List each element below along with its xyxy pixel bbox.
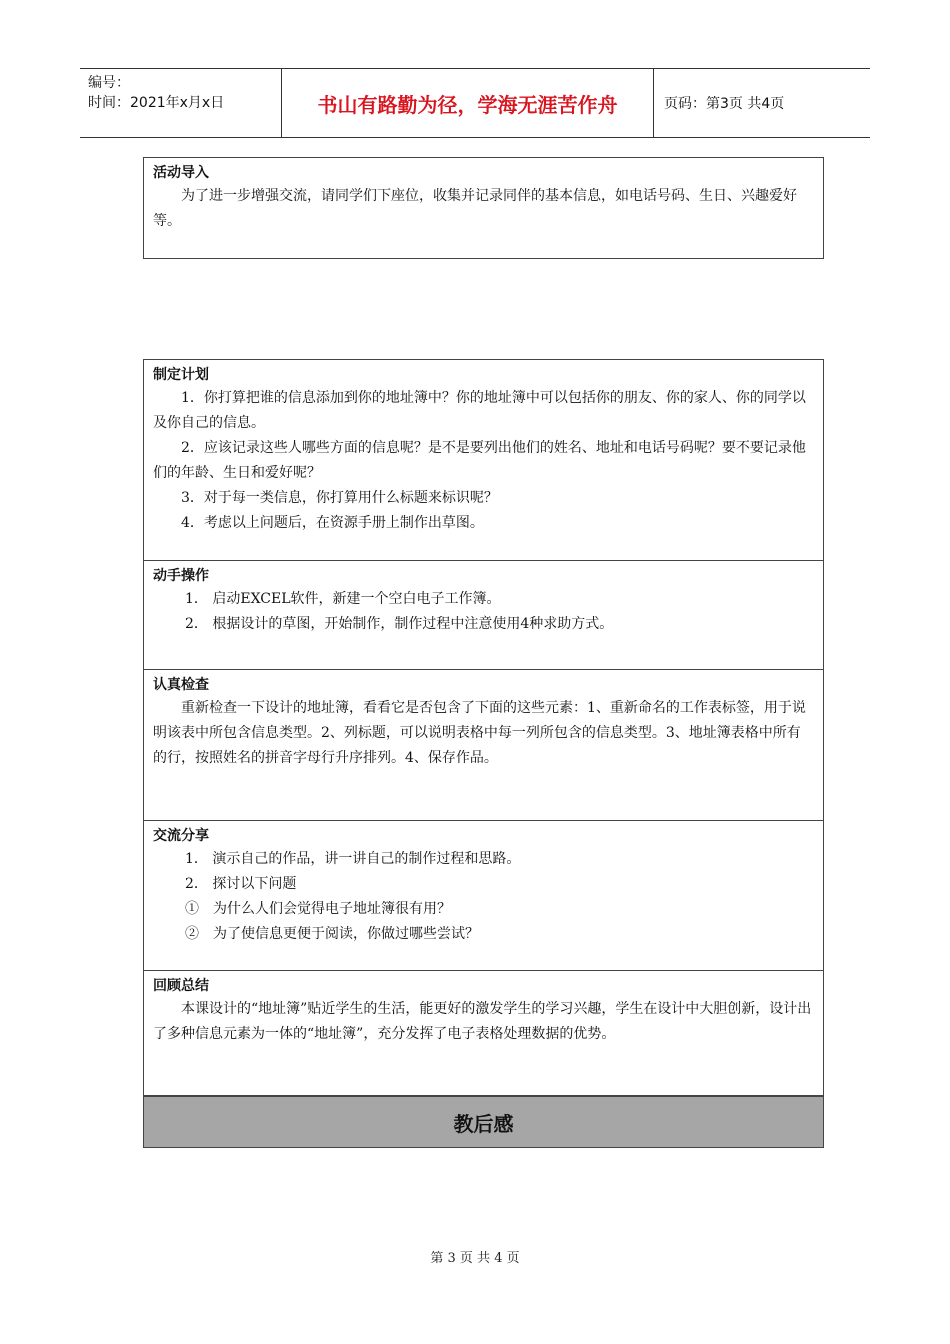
list-item: 4．考虑以上问题后，在资源手册上制作出草图。 [181,515,484,531]
question-item: ① 为什么人们会觉得电子地址簿很有用？ [185,901,451,917]
review-section [144,971,823,1096]
header-page-info: 页码：第3页 共4页 [664,96,785,112]
activity-intro-section [144,158,823,258]
section-title: 活动导入 [153,165,209,181]
list-item: 1．你打算把谁的信息添加到你的地址簿中？你的地址簿中可以包括你的朋友、你的家人、你的同学以及你自己的信息。 [153,390,806,431]
section-title: 认真检查 [153,677,209,693]
question-item: ② 为了使信息更便于阅读，你做过哪些尝试？ [185,926,479,942]
section-text: 为了进一步增强交流，请同学们下座位，收集并记录同伴的基本信息，如电话号码、生日、兴趣爱好等。 [153,188,797,229]
plan-section [144,360,823,561]
section-text: 本课设计的“地址簿”贴近学生的生活，能更好的激发学生的学习兴趣，学生在设计中大胆创新，设计出了多种信息元素为一体的“地址簿”，充分发挥了电子表格处理数据的优势。 [153,1001,812,1042]
number-label: 编号： [88,75,130,91]
section-title: 回顾总结 [153,978,209,994]
header-meta [80,69,282,137]
list-item: 1． 演示自己的作品，讲一讲自己的制作过程和思路。 [185,851,521,867]
check-section [144,670,823,821]
list-item: 1． 启动EXCEL软件，新建一个空白电子工作簿。 [185,591,501,607]
header-motto: 书山有路勤为径，学海无涯苦作舟 [282,69,654,137]
share-section [144,821,823,971]
list-item: 3．对于每一类信息，你打算用什么标题来标识呢？ [181,490,498,506]
list-item: 2．应该记录这些人哪些方面的信息呢？是不是要列出他们的姓名、地址和电话号码呢？要不要记录他们的年龄、生日和爱好呢？ [153,440,806,481]
section-title: 动手操作 [153,568,209,584]
hands-on-section [144,561,823,670]
lesson-table [143,359,824,1148]
section-title: 交流分享 [153,828,209,844]
list-item: 2． 探讨以下问题 [185,876,297,892]
page-footer: 第 3 页 共 4 页 [430,1251,520,1266]
time-label: 时间：2021年x月x日 [88,95,225,111]
section-text: 重新检查一下设计的地址簿，看看它是否包含了下面的这些元素：1、重新命名的工作表标签，用于说明该表中所包含信息类型。2、列标题，可以说明表格中每一列所包含的信息类型。3、地址簿表格中所有的行，按照姓名的拼音字母行升序排列。4、保存作品。 [153,700,806,766]
activity-intro-box [143,157,824,259]
list-item: 2． 根据设计的草图，开始制作，制作过程中注意使用4种求助方式。 [185,616,614,632]
afterword-heading: 教后感 [144,1096,823,1147]
page-header [80,68,870,138]
section-title: 制定计划 [153,367,209,383]
